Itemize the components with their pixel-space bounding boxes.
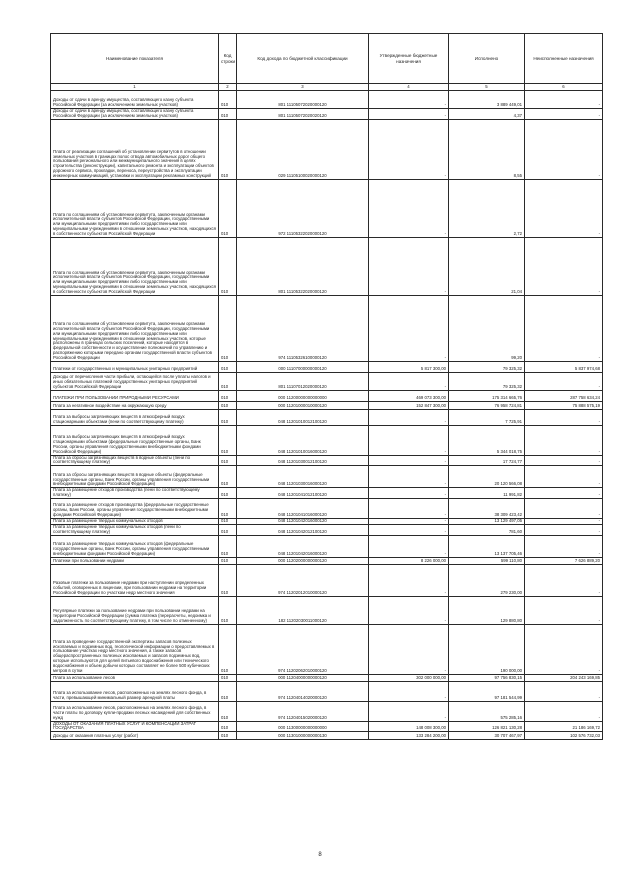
cell-code: 000 11202000000000120 — [237, 557, 369, 564]
cell-line: 010 — [219, 295, 237, 361]
table-row — [51, 681, 603, 701]
cell-executed: 5 344 018,75 — [449, 425, 525, 455]
cell-code: 974 11202062010000120 — [237, 624, 369, 674]
cell-code: 048 11201041012100120 — [237, 488, 369, 499]
cell-unexecuted: - — [525, 596, 603, 624]
cell-executed: 190 000,00 — [449, 624, 525, 674]
cell-name: ДОХОДЫ ОТ ОКАЗАНИЯ ПЛАТНЫХ УСЛУГ И КОМПЕНСАЦИИ ЗАТРАТ ГОСУДАРСТВА — [51, 721, 219, 732]
cell-name: Доходы от сдачи в аренду имущества, составляющего казну субъекта Российской Федерации (за исключением земельных участков) — [51, 91, 219, 109]
cell-approved: - — [369, 518, 449, 524]
cell-line: 010 — [219, 518, 237, 524]
column-number: 4 — [369, 84, 449, 91]
cell-unexecuted: - — [525, 237, 603, 295]
cell-executed: 97 181 544,99 — [449, 681, 525, 701]
cell-unexecuted: - — [525, 466, 603, 488]
cell-name: Плата за выбросы загрязняющих веществ в атмосферный воздух стационарными объектами (федеральные государственные органы, Банк России, органы управления государственными внебюджетными фондами Российской Федерации) — [51, 425, 219, 455]
cell-line: 010 — [219, 624, 237, 674]
table-row — [51, 596, 603, 624]
cell-unexecuted: 5 837 974,68 — [525, 361, 603, 372]
cell-line: 010 — [219, 557, 237, 564]
table-row — [51, 674, 603, 681]
cell-executed: 599 110,80 — [449, 557, 525, 564]
cell-approved: - — [369, 624, 449, 674]
cell-approved: - — [369, 564, 449, 596]
cell-unexecuted: - — [525, 295, 603, 361]
cell-line: 010 — [219, 425, 237, 455]
cell-approved: 469 073 300,00 — [369, 390, 449, 401]
cell-unexecuted: - — [525, 425, 603, 455]
cell-name: Платежи при пользовании недрами — [51, 557, 219, 564]
table-row — [51, 425, 603, 455]
table-row — [51, 557, 603, 564]
table-row — [51, 732, 603, 740]
cell-code: 029 11105100020000120 — [237, 119, 369, 179]
column-number: 2 — [219, 84, 237, 91]
table-row — [51, 361, 603, 372]
cell-executed: 38 309 423,42 — [449, 498, 525, 518]
cell-code: 048 11201042016000120 — [237, 518, 369, 524]
cell-code: 801 11107012020000120 — [237, 372, 369, 390]
table-row — [51, 488, 603, 499]
cell-code: 048 11201042016000120 — [237, 535, 369, 557]
table-body — [51, 91, 603, 740]
cell-unexecuted: - — [525, 455, 603, 466]
cell-code: 974 11202012010000120 — [237, 564, 369, 596]
cell-unexecuted: - — [525, 119, 603, 179]
cell-approved: - — [369, 372, 449, 390]
cell-unexecuted: - — [525, 409, 603, 425]
header-indicator-name: Наименование показателя — [51, 34, 219, 84]
cell-unexecuted: 287 758 634,24 — [525, 390, 603, 401]
cell-line: 010 — [219, 488, 237, 499]
cell-unexecuted: - — [525, 535, 603, 557]
cell-code: 974 11204014020000120 — [237, 681, 369, 701]
cell-approved: - — [369, 535, 449, 557]
table-row — [51, 390, 603, 401]
cell-line: 010 — [219, 701, 237, 721]
cell-unexecuted: - — [525, 488, 603, 499]
cell-approved: - — [369, 109, 449, 120]
cell-name: Плата от реализации соглашений об установлении сервитутов в отношении земельных участков в границах полос отвода автомобильных дорог общего пользования регионального или межмуниципального значения в целях строительства (реконструкции), капитального ремонта и эксплуатации объектов дорожного сервиса, прокладки, переноса, переустройства и эксплуатации инженерных коммуникаций, установки и эксплуатации рекламных конструкций — [51, 119, 219, 179]
table-row — [51, 295, 603, 361]
cell-name: Доходы от оказания платных услуг (работ) — [51, 732, 219, 740]
cell-line: 010 — [219, 409, 237, 425]
table-row — [51, 119, 603, 179]
cell-line: 010 — [219, 681, 237, 701]
table-row — [51, 721, 603, 732]
cell-name: Плата за негативное воздействие на окружающую среду — [51, 401, 219, 409]
cell-code: 048 11201010012100120 — [237, 409, 369, 425]
table-row — [51, 564, 603, 596]
cell-line: 010 — [219, 455, 237, 466]
table-row — [51, 91, 603, 109]
column-number: 1 — [51, 84, 219, 91]
cell-code: 048 11201010016000120 — [237, 425, 369, 455]
cell-approved: 152 847 300,00 — [369, 401, 449, 409]
cell-approved: - — [369, 681, 449, 701]
table-row — [51, 409, 603, 425]
cell-approved: - — [369, 701, 449, 721]
cell-executed: 7 725,91 — [449, 409, 525, 425]
cell-code: 000 11204000000000120 — [237, 674, 369, 681]
cell-name: Плата за выбросы загрязняющих веществ в атмосферный воздух стационарными объектами (пени по соответствующему платежу) — [51, 409, 219, 425]
table-row — [51, 455, 603, 466]
cell-name: Плата за использование лесов, расположенных на землях лесного фонда, в части платы по договору купли-продажи лесных насаждений для собственных нужд — [51, 701, 219, 721]
cell-executed: 99,20 — [449, 295, 525, 361]
cell-executed: 13 137 705,46 — [449, 535, 525, 557]
table-row — [51, 237, 603, 295]
cell-unexecuted: 75 888 575,19 — [525, 401, 603, 409]
header-unexecuted: Неисполненные назначения — [525, 34, 603, 84]
cell-name: Плата за размещение твердых коммунальных отходов (пени по соответствующему платежу) — [51, 524, 219, 535]
cell-approved: - — [369, 425, 449, 455]
cell-executed: 76 958 724,81 — [449, 401, 525, 409]
cell-approved: 148 008 300,00 — [369, 721, 449, 732]
table-row — [51, 535, 603, 557]
cell-line: 010 — [219, 535, 237, 557]
cell-code: 048 11201030016000120 — [237, 466, 369, 488]
cell-approved: 133 284 200,00 — [369, 732, 449, 740]
cell-executed: 11 991,82 — [449, 488, 525, 499]
table-row — [51, 518, 603, 524]
cell-unexecuted: - — [525, 109, 603, 120]
cell-line: 010 — [219, 564, 237, 596]
cell-name: Платежи от государственных и муниципальных унитарных предприятий — [51, 361, 219, 372]
table-row — [51, 624, 603, 674]
cell-line: 010 — [219, 498, 237, 518]
header-income-code: Код дохода по бюджетной классификации — [237, 34, 369, 84]
column-number: 6 — [525, 84, 603, 91]
cell-name: Плата по соглашениям об установлении сервитута, заключенным органами исполнительной власти субъектов Российской Федерации, государственными или муниципальными предприятиями либо государственными или муниципальными учреждениями в отношении земельных участков, находящихся в собственности субъектов Российской Федерации — [51, 237, 219, 295]
cell-unexecuted: - — [525, 624, 603, 674]
cell-line: 010 — [219, 109, 237, 120]
cell-code: 048 11201042012100120 — [237, 524, 369, 535]
table-row — [51, 498, 603, 518]
cell-approved: - — [369, 91, 449, 109]
cell-line: 010 — [219, 721, 237, 732]
column-number: 3 — [237, 84, 369, 91]
cell-line: 010 — [219, 401, 237, 409]
cell-executed: 781,60 — [449, 524, 525, 535]
report-table — [50, 33, 603, 740]
table-row — [51, 179, 603, 237]
cell-code: 801 11105322020000120 — [237, 237, 369, 295]
cell-unexecuted: 7 626 889,20 — [525, 557, 603, 564]
cell-name: Плата по соглашениям об установлении сервитута, заключенным органами исполнительной власти субъектов Российской Федерации, государственными или муниципальными предприятиями либо государственными или муниципальными учреждениями в отношении земельных участков, находящихся в собственности субъектов Российской Федерации — [51, 179, 219, 237]
cell-approved: - — [369, 119, 449, 179]
table-row — [51, 372, 603, 390]
cell-executed: 21,04 — [449, 237, 525, 295]
cell-name: Плата за размещение твердых коммунальных отходов (федеральные государственные органы, Банк России, органы управления государственными внебюджетными фондами Российской Федерации) — [51, 535, 219, 557]
cell-name: Плата за использование лесов, расположенных на землях лесного фонда, в части, превышающей минимальный размер арендной платы — [51, 681, 219, 701]
cell-executed: 8,55 — [449, 119, 525, 179]
cell-name: Плата за размещение отходов производства (пени по соответствующему платежу) — [51, 488, 219, 499]
cell-name: Плата за сбросы загрязняющих веществ в водные объекты (федеральные государственные органы, Банк России, органы управления государственными внебюджетными фондами Российской Федерации) — [51, 466, 219, 488]
column-number-row — [51, 84, 603, 91]
cell-code: 974 11204015020000120 — [237, 701, 369, 721]
cell-approved: - — [369, 596, 449, 624]
cell-unexecuted: - — [525, 564, 603, 596]
cell-approved: - — [369, 237, 449, 295]
cell-name: Доходы от перечисления части прибыли, остающейся после уплаты налогов и иных обязательных платежей государственных унитарных предприятий субъектов Российской Федерации — [51, 372, 219, 390]
cell-unexecuted: - — [525, 498, 603, 518]
cell-line: 010 — [219, 237, 237, 295]
cell-name: Регулярные платежи за пользование недрами при пользовании недрами на территории Российской Федерации (сумма платежа (перерасчеты, недоимка и задолженность по соответствующему платежу, в том числе по отмененному) — [51, 596, 219, 624]
cell-approved: - — [369, 498, 449, 518]
cell-unexecuted: 204 243 169,85 — [525, 674, 603, 681]
cell-name: Плата за размещение твердых коммунальных отходов — [51, 518, 219, 524]
cell-code: 000 11201000010000120 — [237, 401, 369, 409]
cell-code: 972 11105322020000120 — [237, 179, 369, 237]
cell-name: Плата за использование лесов — [51, 674, 219, 681]
page-number: 8 — [318, 852, 322, 858]
cell-approved: - — [369, 295, 449, 361]
cell-executed: 3 889 449,01 — [449, 91, 525, 109]
cell-unexecuted: 21 186 169,72 — [525, 721, 603, 732]
cell-line: 010 — [219, 732, 237, 740]
table-row — [51, 701, 603, 721]
cell-line: 010 — [219, 524, 237, 535]
cell-unexecuted: - — [525, 179, 603, 237]
cell-line: 010 — [219, 372, 237, 390]
cell-approved: - — [369, 466, 449, 488]
cell-code: 000 11300000000000000 — [237, 721, 369, 732]
cell-line: 010 — [219, 466, 237, 488]
cell-executed: 4,37 — [449, 109, 525, 120]
cell-code: 048 11201041016000120 — [237, 498, 369, 518]
cell-code: 801 11105072020000120 — [237, 91, 369, 109]
cell-approved: 5 817 300,00 — [369, 361, 449, 372]
cell-code: 000 11107000000000120 — [237, 361, 369, 372]
header-executed: Исполнено — [449, 34, 525, 84]
cell-code: 801 11105072020020120 — [237, 109, 369, 120]
cell-line: 010 — [219, 119, 237, 179]
table-row — [51, 401, 603, 409]
cell-unexecuted: - — [525, 372, 603, 390]
cell-name: Доходы от сдачи в аренду имущества, составляющего казну субъекта Российской Федерации (за исключением земельных участков) — [51, 109, 219, 120]
cell-executed: 97 756 830,15 — [449, 674, 525, 681]
header-line-code: Код строки — [219, 34, 237, 84]
cell-code: 000 11200000000000000 — [237, 390, 369, 401]
cell-executed: 17 724,77 — [449, 455, 525, 466]
cell-executed: 79 325,32 — [449, 361, 525, 372]
cell-line: 010 — [219, 390, 237, 401]
cell-executed: 129 880,80 — [449, 596, 525, 624]
table-row — [51, 524, 603, 535]
cell-approved: - — [369, 524, 449, 535]
cell-executed: 575 285,16 — [449, 701, 525, 721]
cell-name: Плата за сбросы загрязняющих веществ в водные объекты (пени по соответствующему платежу) — [51, 455, 219, 466]
cell-approved: - — [369, 455, 449, 466]
cell-line: 010 — [219, 91, 237, 109]
cell-approved: - — [369, 179, 449, 237]
cell-code: 000 11301000000000130 — [237, 732, 369, 740]
cell-executed: 175 314 665,76 — [449, 390, 525, 401]
cell-unexecuted: - — [525, 681, 603, 701]
cell-name: Плата за проведение государственной экспертизы запасов полезных ископаемых и подземных вод, геологической информации о предоставляемых в пользование участках недр местного значения, а также запасов общераспространенных полезных ископаемых и запасов подземных вод, которые используются для целей питьевого водоснабжения или технического водоснабжения и объем добычи которых составляет не более 500 кубических метров в сутки — [51, 624, 219, 674]
table-row — [51, 466, 603, 488]
column-number: 5 — [449, 84, 525, 91]
cell-approved: - — [369, 488, 449, 499]
cell-line: 010 — [219, 361, 237, 372]
cell-approved: 302 000 000,00 — [369, 674, 449, 681]
cell-name: Плата за размещение отходов производства (федеральные государственные органы, Банк России, органы управления государственными внебюджетными фондами Российской Федерации) — [51, 498, 219, 518]
table-row — [51, 109, 603, 120]
cell-unexecuted: - — [525, 524, 603, 535]
cell-name: Плата по соглашениям об установлении сервитута, заключенным органами исполнительной власти субъектов Российской Федерации, государственными или муниципальными предприятиями либо государственными или муниципальными учреждениями в отношении земельных участков, которые расположены в границах сельских поселений, которые находятся в федеральной собственности и осуществление полномочий по управлению и распоряжению которыми передано органам государственной власти субъектов Российской Федерации — [51, 295, 219, 361]
cell-code: 182 11202030011000120 — [237, 596, 369, 624]
cell-unexecuted: - — [525, 91, 603, 109]
cell-line: 010 — [219, 179, 237, 237]
cell-name: ПЛАТЕЖИ ПРИ ПОЛЬЗОВАНИИ ПРИРОДНЫМИ РЕСУРСАМИ — [51, 390, 219, 401]
cell-approved: 8 226 000,00 — [369, 557, 449, 564]
header-approved: Утвержденные бюджетные назначения — [369, 34, 449, 84]
table-header-row — [51, 34, 603, 84]
cell-unexecuted: 102 576 732,03 — [525, 732, 603, 740]
cell-unexecuted: - — [525, 701, 603, 721]
cell-line: 010 — [219, 596, 237, 624]
cell-code: 974 11105326100000120 — [237, 295, 369, 361]
cell-executed: 2,72 — [449, 179, 525, 237]
cell-executed: 13 129 497,05 — [449, 518, 525, 524]
cell-executed: 20 120 566,08 — [449, 466, 525, 488]
cell-code: 048 11201030012100120 — [237, 455, 369, 466]
cell-line: 010 — [219, 674, 237, 681]
cell-name: Разовые платежи за пользование недрами при наступлении определенных событий, оговоренных в лицензии, при пользовании недрами на территории Российской Федерации по участкам недр местного значения — [51, 564, 219, 596]
cell-unexecuted: - — [525, 518, 603, 524]
cell-executed: 279 230,00 — [449, 564, 525, 596]
cell-executed: 79 325,32 — [449, 372, 525, 390]
cell-executed: 30 707 467,97 — [449, 732, 525, 740]
cell-executed: 126 821 130,28 — [449, 721, 525, 732]
cell-approved: - — [369, 409, 449, 425]
